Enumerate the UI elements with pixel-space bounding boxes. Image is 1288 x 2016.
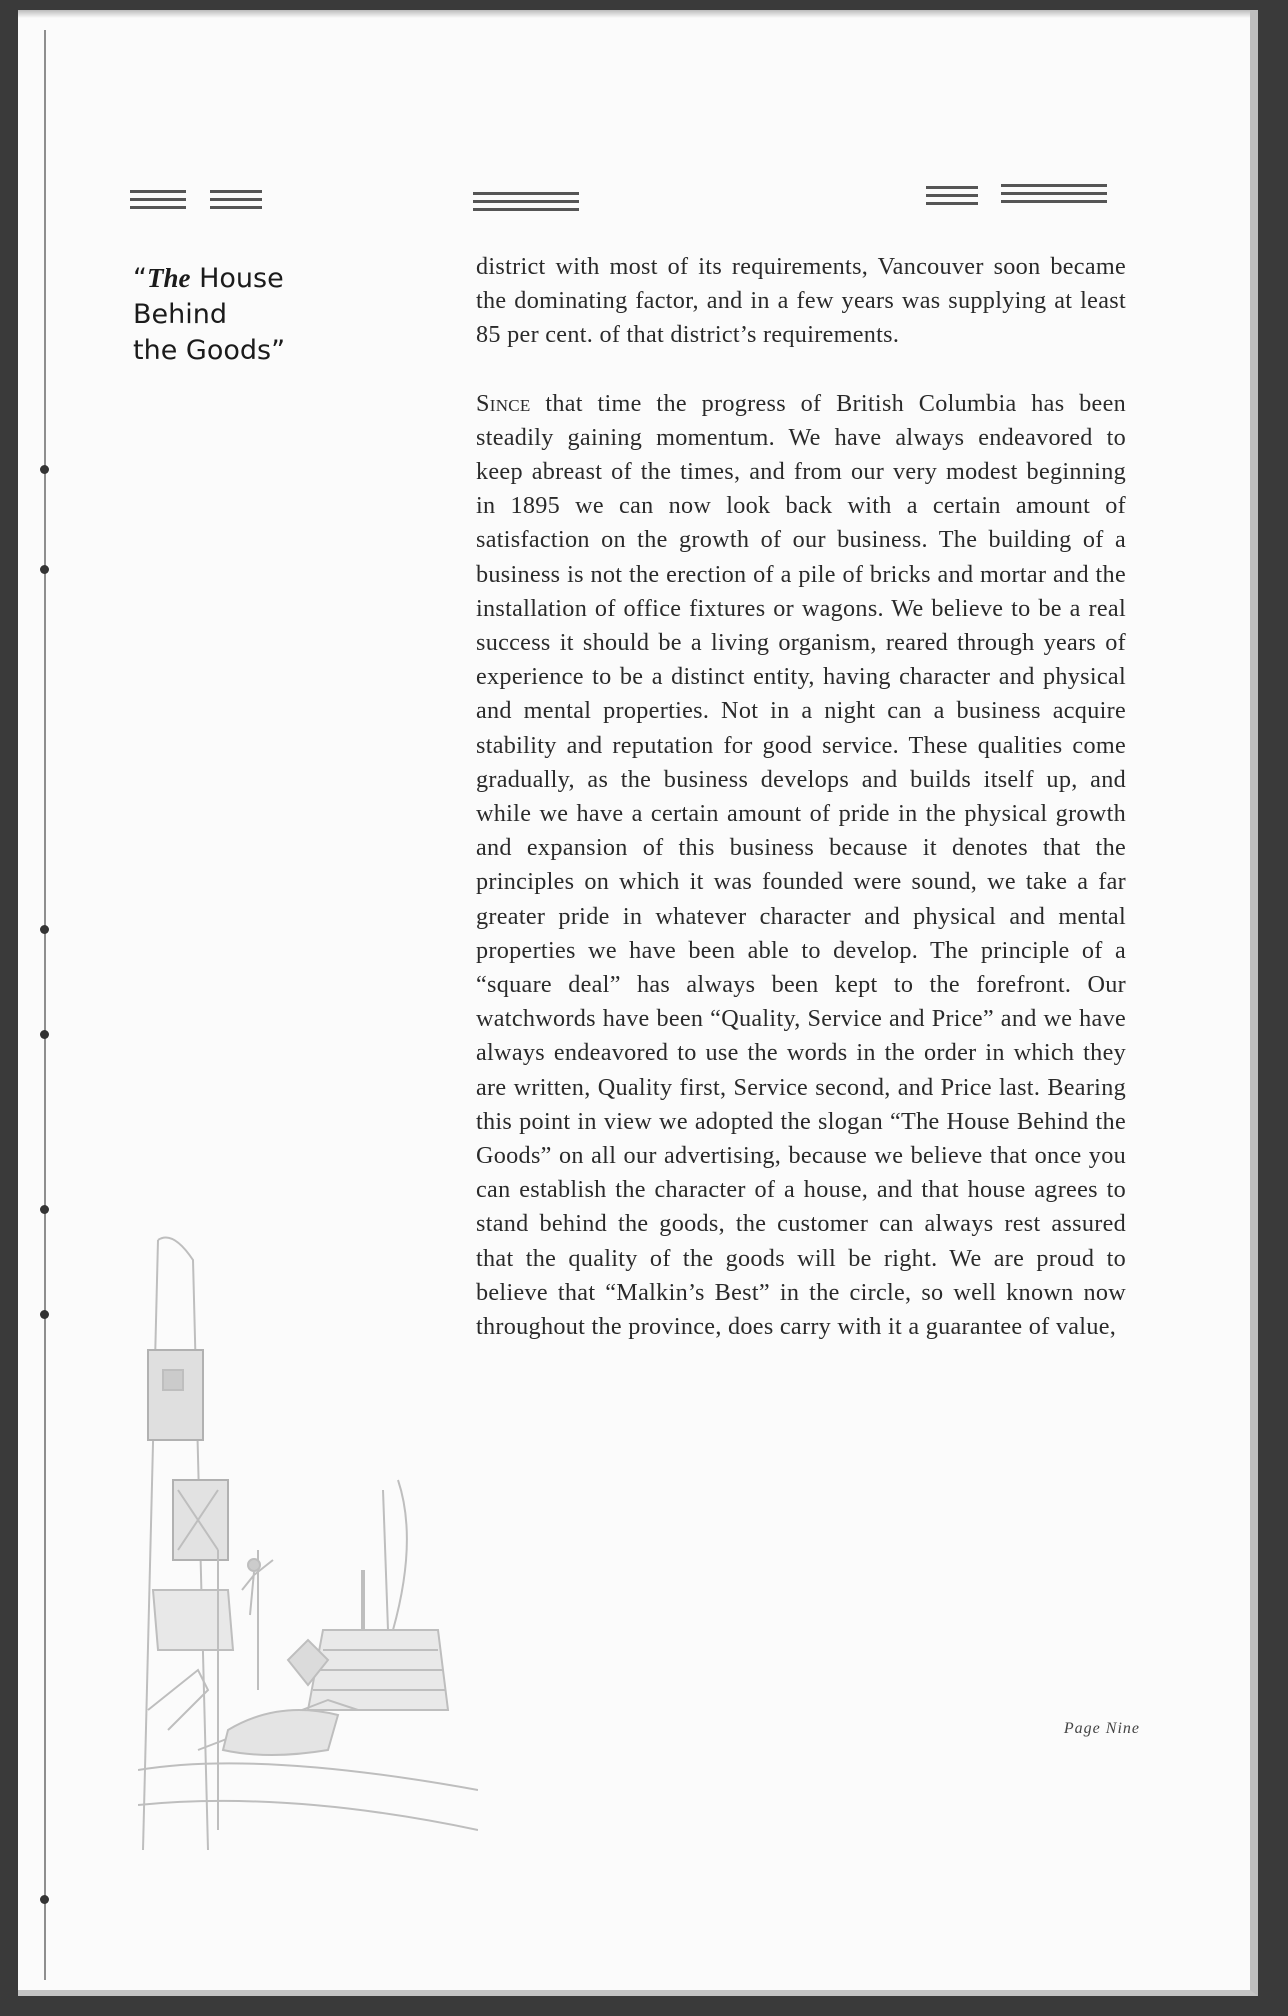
paragraph-2-lead: Since [476,389,531,417]
paragraph-1: district with most of its requirements, Vancouver soon became the dominating factor, and in a few years was supplying at least 85 per cent. of that district’s requirements. [476,253,1126,349]
motto-line-2-text: Behind [133,299,227,330]
motto-line-3 [133,333,333,369]
binding-hole [40,1205,49,1214]
page-top-shadow [18,10,1250,18]
body-text [476,250,1126,1344]
motto-open-quote: “ [133,263,147,294]
paragraph-2-text: that time the progress of British Columbia has been steadily gaining momentum. We have always endeavored to keep abreast of the times, and from our very modest beginning in 1895 we can now look back with a certain amount of satisfaction on the growth of our business. The building of a business is not the erection of a pile of bricks and mortar and the installation of office fixtures or wagons. We believe to be a real success it should be a living organism, reared through years of experience to be a distinct entity, having character and physical and mental properties. Not in a night can a business acquire stability and reputation for good service. These qualities come gradually, as the business develops and builds itself up, and while we have a certain amount of pride in the physical growth and expansion of this business because it denotes that the principles on which it was founded were sound, we take a far greater pride in whatever character and physical and mental properties we have been able to develop. The principle of a “square deal” has always been kept to the forefront. Our watchwords have been “Quality, Service and Price” and we have always endeavored to use the words in the order in which they are written, Quality first, Service second, and Price last. Bearing this point in view we adopted the slogan “The House Behind the Goods” on all our advertising, because we believe that once you can establish the character of a house, and that house agrees to stand behind the goods, the customer can always rest assured that the quality of the goods will be right. We are proud to believe that “Malkin’s Best” in the circle, so well known now throughout the province, does carry with it a guarantee of value, [476,389,1126,1341]
paragraph-2 [476,387,1126,1345]
motto-close-quote: ” [271,335,286,366]
motto-line-2 [133,297,333,333]
book-page [18,10,1258,1996]
motto-line-1-text: House [190,263,284,294]
page-number: Page Nine [1063,1720,1140,1737]
binding-hole [40,565,49,574]
sidebar-motto [133,260,333,369]
motto-line-1 [133,260,333,297]
binding-hole [40,465,49,474]
harbour-illustration [138,1230,478,1850]
motto-line-3-text: the Goods [133,335,272,366]
binding-hole [40,1895,49,1904]
binding-hole [40,925,49,934]
motto-the-word: The [147,263,191,293]
binding-hole [40,1310,49,1319]
spine-line [44,30,46,1980]
binding-hole [40,1030,49,1039]
